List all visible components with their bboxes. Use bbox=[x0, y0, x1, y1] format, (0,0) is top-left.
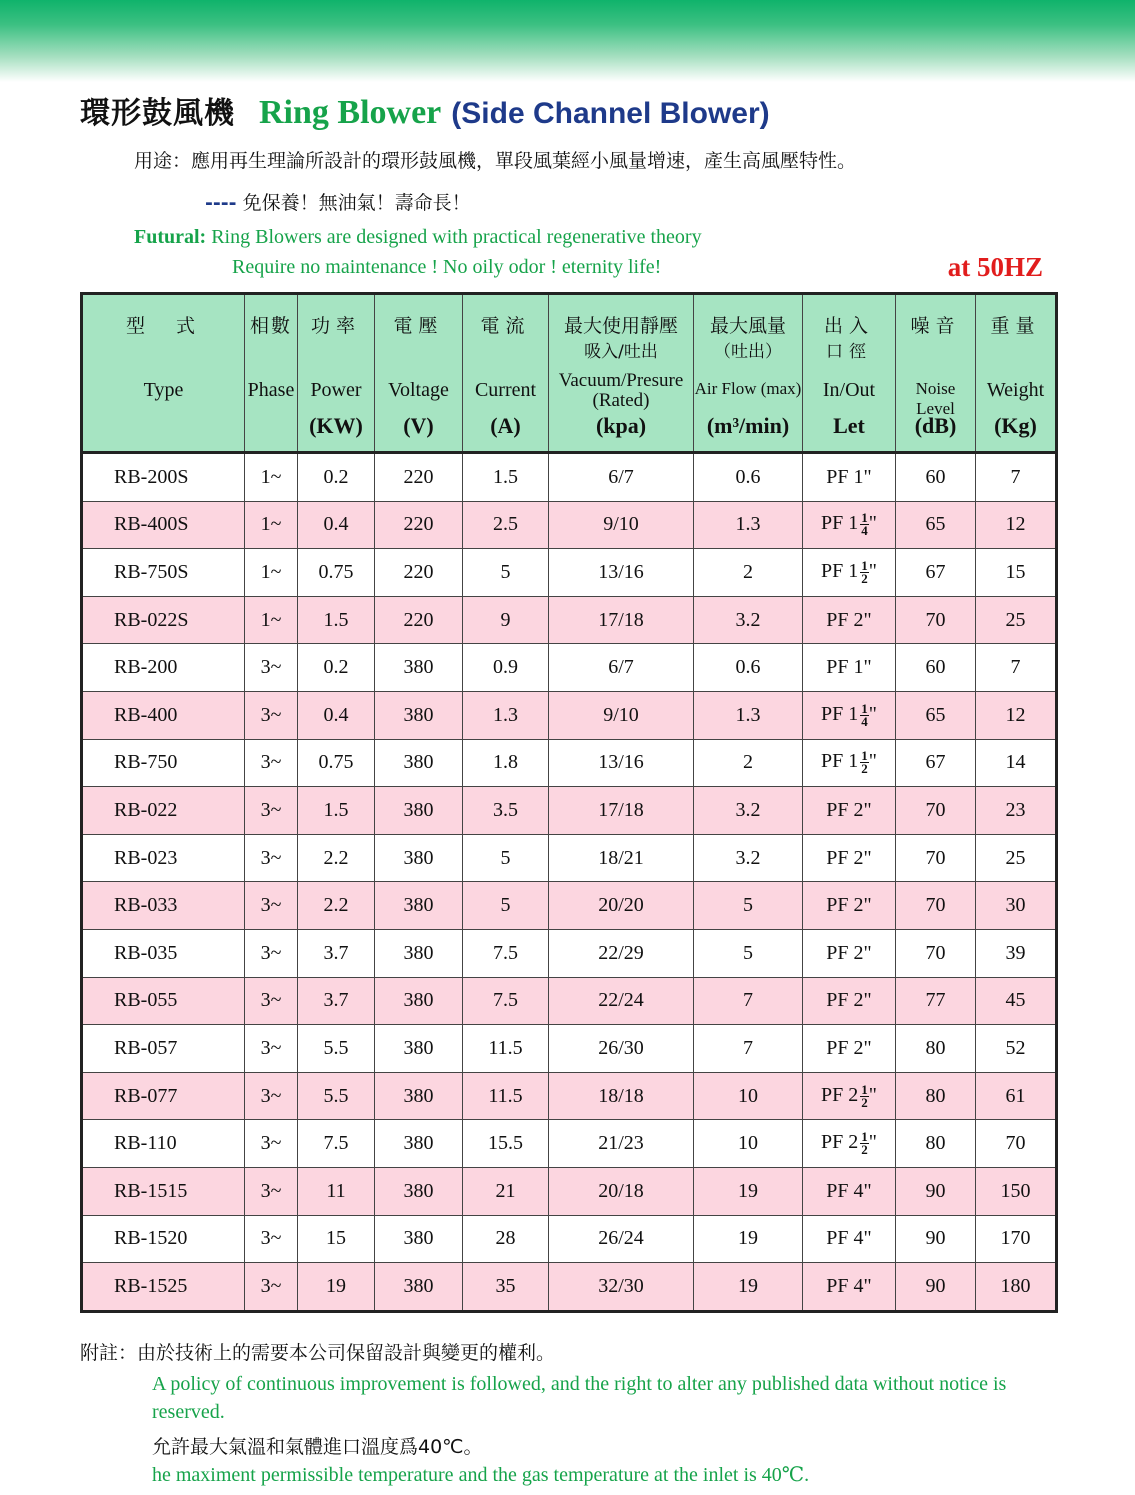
cell-phase: 3~ bbox=[245, 644, 298, 692]
cell-phase: 3~ bbox=[245, 929, 298, 977]
cell-airflow: 3.2 bbox=[694, 596, 803, 644]
cell-pressure: 9/10 bbox=[549, 691, 694, 739]
slogan-dashes: ---- bbox=[205, 192, 237, 214]
cell-port bbox=[803, 549, 896, 597]
cell-weight: 45 bbox=[976, 977, 1057, 1025]
cell-current: 15.5 bbox=[463, 1120, 549, 1168]
cell-weight: 25 bbox=[976, 596, 1057, 644]
cell-weight: 25 bbox=[976, 834, 1057, 882]
cell-phase: 1~ bbox=[245, 501, 298, 549]
cell-airflow: 0.6 bbox=[694, 644, 803, 692]
cell-voltage: 380 bbox=[375, 834, 463, 882]
cell-power: 15 bbox=[298, 1215, 375, 1263]
header-weight: 重量 Weight (Kg) bbox=[976, 294, 1057, 453]
cell-voltage: 220 bbox=[375, 501, 463, 549]
table-row bbox=[82, 549, 1057, 597]
cell-power: 3.7 bbox=[298, 929, 375, 977]
cell-phase: 3~ bbox=[245, 787, 298, 835]
cell-weight: 180 bbox=[976, 1263, 1057, 1312]
cell-voltage: 380 bbox=[375, 644, 463, 692]
cell-phase: 3~ bbox=[245, 1120, 298, 1168]
page-title bbox=[80, 88, 770, 134]
table-row bbox=[82, 501, 1057, 549]
cell-type: RB-035 bbox=[82, 929, 245, 977]
cell-type: RB-033 bbox=[82, 882, 245, 930]
cell-current: 5 bbox=[463, 834, 549, 882]
cell-phase: 3~ bbox=[245, 1167, 298, 1215]
cell-port: PF 2" bbox=[803, 882, 896, 930]
cell-weight: 150 bbox=[976, 1167, 1057, 1215]
fraction-denominator: 2 bbox=[861, 761, 868, 777]
header-noise: 噪音 Noise Level (dB) bbox=[896, 294, 976, 453]
cell-current: 9 bbox=[463, 596, 549, 644]
table-row bbox=[82, 1120, 1057, 1168]
table-row bbox=[82, 1072, 1057, 1120]
frequency-label: at 50HZ bbox=[947, 252, 1043, 282]
cell-port: PF 2" bbox=[803, 787, 896, 835]
cell-airflow: 5 bbox=[694, 929, 803, 977]
cell-type: RB-022S bbox=[82, 596, 245, 644]
cell-airflow: 3.2 bbox=[694, 787, 803, 835]
fraction-numerator: 1 bbox=[861, 1081, 868, 1097]
cell-power: 2.2 bbox=[298, 834, 375, 882]
cell-port bbox=[803, 1072, 896, 1120]
cell-current: 5 bbox=[463, 549, 549, 597]
inch-mark: " bbox=[868, 702, 877, 725]
table-row bbox=[82, 929, 1057, 977]
cell-pressure: 13/16 bbox=[549, 739, 694, 787]
table-row bbox=[82, 1215, 1057, 1263]
cell-power: 0.2 bbox=[298, 644, 375, 692]
cell-phase: 3~ bbox=[245, 691, 298, 739]
cell-power: 3.7 bbox=[298, 977, 375, 1025]
cell-voltage: 220 bbox=[375, 596, 463, 644]
cell-weight: 15 bbox=[976, 549, 1057, 597]
cell-current: 7.5 bbox=[463, 977, 549, 1025]
title-en-sub: (Side Channel Blower) bbox=[451, 97, 770, 130]
cell-current: 2.5 bbox=[463, 501, 549, 549]
cell-current: 35 bbox=[463, 1263, 549, 1312]
cell-noise: 70 bbox=[896, 834, 976, 882]
top-green-band bbox=[0, 0, 1135, 82]
port-whole: PF 2 bbox=[821, 1083, 859, 1106]
cell-weight: 14 bbox=[976, 739, 1057, 787]
cell-power: 1.5 bbox=[298, 787, 375, 835]
cell-current: 11.5 bbox=[463, 1072, 549, 1120]
cell-noise: 80 bbox=[896, 1072, 976, 1120]
port-whole: PF 1 bbox=[821, 750, 859, 773]
cell-voltage: 380 bbox=[375, 691, 463, 739]
inch-mark: " bbox=[868, 512, 877, 535]
port-fraction bbox=[860, 750, 869, 775]
fraction-numerator: 1 bbox=[861, 700, 868, 716]
port-fraction bbox=[860, 1131, 869, 1156]
cell-noise: 67 bbox=[896, 739, 976, 787]
cell-type: RB-750S bbox=[82, 549, 245, 597]
cell-pressure: 20/20 bbox=[549, 882, 694, 930]
cell-voltage: 380 bbox=[375, 739, 463, 787]
cell-pressure: 17/18 bbox=[549, 787, 694, 835]
cell-noise: 70 bbox=[896, 929, 976, 977]
note-zh-1: 附註：由於技術上的需要本公司保留設計與變更的權利。 bbox=[80, 1342, 556, 1364]
table-row bbox=[82, 977, 1057, 1025]
cell-current: 7.5 bbox=[463, 929, 549, 977]
cell-weight: 39 bbox=[976, 929, 1057, 977]
cell-noise: 60 bbox=[896, 644, 976, 692]
cell-phase: 3~ bbox=[245, 1215, 298, 1263]
cell-port: PF 4" bbox=[803, 1167, 896, 1215]
cell-voltage: 380 bbox=[375, 1072, 463, 1120]
cell-noise: 90 bbox=[896, 1215, 976, 1263]
cell-voltage: 220 bbox=[375, 549, 463, 597]
cell-weight: 30 bbox=[976, 882, 1057, 930]
cell-voltage: 380 bbox=[375, 977, 463, 1025]
cell-phase: 3~ bbox=[245, 882, 298, 930]
cell-power: 2.2 bbox=[298, 882, 375, 930]
cell-port: PF 1" bbox=[803, 644, 896, 692]
cell-phase: 1~ bbox=[245, 549, 298, 597]
port-whole: PF 1 bbox=[821, 560, 859, 583]
cell-noise: 77 bbox=[896, 977, 976, 1025]
cell-pressure: 9/10 bbox=[549, 501, 694, 549]
cell-weight: 7 bbox=[976, 644, 1057, 692]
cell-phase: 3~ bbox=[245, 1263, 298, 1312]
cell-type: RB-055 bbox=[82, 977, 245, 1025]
cell-power: 11 bbox=[298, 1167, 375, 1215]
cell-noise: 90 bbox=[896, 1167, 976, 1215]
purpose-text-zh: 用途：應用再生理論所設計的環形鼓風機，單段風葉經小風量增速，產生高風壓特性。 bbox=[134, 150, 857, 172]
table-row bbox=[82, 1263, 1057, 1312]
cell-airflow: 3.2 bbox=[694, 834, 803, 882]
cell-port bbox=[803, 1120, 896, 1168]
cell-port: PF 1" bbox=[803, 453, 896, 502]
cell-voltage: 380 bbox=[375, 1167, 463, 1215]
note-en-2: he maximent permissible temperature and the gas temperature at the inlet is 40℃. bbox=[152, 1464, 810, 1486]
header-type: 型 式 Type bbox=[82, 294, 245, 453]
slogan bbox=[205, 188, 471, 215]
cell-airflow: 5 bbox=[694, 882, 803, 930]
cell-airflow: 1.3 bbox=[694, 691, 803, 739]
cell-port: PF 2" bbox=[803, 596, 896, 644]
cell-pressure: 21/23 bbox=[549, 1120, 694, 1168]
cell-type: RB-110 bbox=[82, 1120, 245, 1168]
cell-noise: 90 bbox=[896, 1263, 976, 1312]
cell-port: PF 4" bbox=[803, 1263, 896, 1312]
fraction-numerator: 1 bbox=[861, 1129, 868, 1145]
cell-airflow: 2 bbox=[694, 549, 803, 597]
futural-text-1: Ring Blowers are designed with practical regenerative theory bbox=[211, 226, 702, 248]
cell-noise: 80 bbox=[896, 1120, 976, 1168]
cell-port bbox=[803, 691, 896, 739]
header-airflow: 最大風量 （吐出） Air Flow (max) (m³/min) bbox=[694, 294, 803, 453]
cell-phase: 1~ bbox=[245, 453, 298, 502]
cell-power: 19 bbox=[298, 1263, 375, 1312]
cell-port: PF 2" bbox=[803, 929, 896, 977]
header-current: 電流 Current (A) bbox=[463, 294, 549, 453]
cell-pressure: 32/30 bbox=[549, 1263, 694, 1312]
cell-noise: 70 bbox=[896, 596, 976, 644]
table-row bbox=[82, 644, 1057, 692]
cell-phase: 3~ bbox=[245, 834, 298, 882]
cell-current: 0.9 bbox=[463, 644, 549, 692]
cell-port: PF 4" bbox=[803, 1215, 896, 1263]
cell-type: RB-200S bbox=[82, 453, 245, 502]
table-row bbox=[82, 596, 1057, 644]
cell-pressure: 13/16 bbox=[549, 549, 694, 597]
cell-airflow: 1.3 bbox=[694, 501, 803, 549]
table-row bbox=[82, 739, 1057, 787]
cell-type: RB-022 bbox=[82, 787, 245, 835]
cell-port bbox=[803, 739, 896, 787]
cell-weight: 52 bbox=[976, 1025, 1057, 1073]
cell-voltage: 380 bbox=[375, 1120, 463, 1168]
cell-port: PF 2" bbox=[803, 1025, 896, 1073]
cell-airflow: 19 bbox=[694, 1167, 803, 1215]
header-power: 功率 Power (KW) bbox=[298, 294, 375, 453]
cell-airflow: 10 bbox=[694, 1120, 803, 1168]
table-row bbox=[82, 787, 1057, 835]
table-row bbox=[82, 834, 1057, 882]
cell-weight: 12 bbox=[976, 501, 1057, 549]
cell-noise: 67 bbox=[896, 549, 976, 597]
cell-noise: 60 bbox=[896, 453, 976, 502]
fraction-denominator: 2 bbox=[861, 1094, 868, 1110]
header-port: 出入 口徑 In/Out Let bbox=[803, 294, 896, 453]
cell-weight: 61 bbox=[976, 1072, 1057, 1120]
inch-mark: " bbox=[868, 1131, 877, 1154]
header-phase: 相數 Phase bbox=[245, 294, 298, 453]
inch-mark: " bbox=[868, 560, 877, 583]
cell-current: 21 bbox=[463, 1167, 549, 1215]
slogan-text: 免保養！無油氣！壽命長！ bbox=[242, 192, 471, 214]
cell-current: 3.5 bbox=[463, 787, 549, 835]
cell-phase: 3~ bbox=[245, 1072, 298, 1120]
cell-power: 0.4 bbox=[298, 501, 375, 549]
cell-type: RB-400S bbox=[82, 501, 245, 549]
port-fraction bbox=[860, 1081, 869, 1110]
note-en-1: A policy of continuous improvement is followed, and the right to alter any published data without notice is reserved. bbox=[152, 1373, 1007, 1423]
port-fraction bbox=[860, 512, 869, 537]
cell-weight: 70 bbox=[976, 1120, 1057, 1168]
cell-noise: 65 bbox=[896, 501, 976, 549]
fraction-denominator: 4 bbox=[861, 523, 868, 539]
cell-phase: 3~ bbox=[245, 739, 298, 787]
cell-current: 5 bbox=[463, 882, 549, 930]
cell-airflow: 7 bbox=[694, 977, 803, 1025]
cell-phase: 3~ bbox=[245, 1025, 298, 1073]
cell-noise: 65 bbox=[896, 691, 976, 739]
cell-voltage: 220 bbox=[375, 453, 463, 502]
port-fraction bbox=[860, 557, 869, 586]
cell-airflow: 0.6 bbox=[694, 453, 803, 502]
cell-voltage: 380 bbox=[375, 929, 463, 977]
cell-pressure: 26/30 bbox=[549, 1025, 694, 1073]
cell-noise: 80 bbox=[896, 1025, 976, 1073]
cell-weight: 170 bbox=[976, 1215, 1057, 1263]
cell-type: RB-057 bbox=[82, 1025, 245, 1073]
title-en: Ring Blower bbox=[259, 94, 442, 131]
fraction-denominator: 4 bbox=[861, 713, 868, 729]
cell-pressure: 18/21 bbox=[549, 834, 694, 882]
cell-power: 7.5 bbox=[298, 1120, 375, 1168]
cell-pressure: 6/7 bbox=[549, 644, 694, 692]
cell-power: 1.5 bbox=[298, 596, 375, 644]
futural-line-2: Require no maintenance ! No oily odor ! eternity life! bbox=[232, 256, 662, 278]
fraction-denominator: 2 bbox=[861, 1142, 868, 1158]
cell-type: RB-400 bbox=[82, 691, 245, 739]
cell-noise: 70 bbox=[896, 787, 976, 835]
cell-power: 5.5 bbox=[298, 1025, 375, 1073]
cell-voltage: 380 bbox=[375, 787, 463, 835]
cell-power: 0.4 bbox=[298, 691, 375, 739]
cell-weight: 7 bbox=[976, 453, 1057, 502]
cell-type: RB-200 bbox=[82, 644, 245, 692]
cell-pressure: 22/24 bbox=[549, 977, 694, 1025]
table-header-row bbox=[82, 294, 1057, 453]
table-row bbox=[82, 1167, 1057, 1215]
spec-table bbox=[80, 292, 1058, 1313]
cell-power: 5.5 bbox=[298, 1072, 375, 1120]
cell-voltage: 380 bbox=[375, 882, 463, 930]
note-zh-2: 允許最大氣溫和氣體進口溫度爲40℃。 bbox=[152, 1436, 483, 1458]
cell-power: 0.2 bbox=[298, 453, 375, 502]
cell-airflow: 19 bbox=[694, 1263, 803, 1312]
inch-mark: " bbox=[868, 1083, 877, 1106]
cell-type: RB-023 bbox=[82, 834, 245, 882]
futural-label: Futural: bbox=[134, 226, 207, 248]
cell-current: 28 bbox=[463, 1215, 549, 1263]
fraction-denominator: 2 bbox=[861, 570, 868, 586]
table-row bbox=[82, 453, 1057, 502]
cell-port: PF 2" bbox=[803, 977, 896, 1025]
cell-port: PF 2" bbox=[803, 834, 896, 882]
cell-noise: 70 bbox=[896, 882, 976, 930]
spec-table-body bbox=[82, 453, 1057, 1312]
table-row bbox=[82, 1025, 1057, 1073]
table-row bbox=[82, 691, 1057, 739]
cell-voltage: 380 bbox=[375, 1263, 463, 1312]
title-zh: 環形鼓風機 bbox=[80, 96, 235, 131]
cell-airflow: 7 bbox=[694, 1025, 803, 1073]
cell-voltage: 380 bbox=[375, 1025, 463, 1073]
fraction-numerator: 1 bbox=[861, 748, 868, 764]
port-whole: PF 1 bbox=[821, 512, 859, 535]
cell-pressure: 26/24 bbox=[549, 1215, 694, 1263]
cell-pressure: 22/29 bbox=[549, 929, 694, 977]
cell-type: RB-750 bbox=[82, 739, 245, 787]
cell-power: 0.75 bbox=[298, 549, 375, 597]
fraction-numerator: 1 bbox=[861, 557, 868, 573]
cell-type: RB-077 bbox=[82, 1072, 245, 1120]
port-whole: PF 1 bbox=[821, 702, 859, 725]
cell-phase: 3~ bbox=[245, 977, 298, 1025]
cell-pressure: 18/18 bbox=[549, 1072, 694, 1120]
cell-pressure: 17/18 bbox=[549, 596, 694, 644]
cell-current: 1.8 bbox=[463, 739, 549, 787]
fraction-numerator: 1 bbox=[861, 510, 868, 526]
port-fraction bbox=[860, 700, 869, 729]
cell-type: RB-1525 bbox=[82, 1263, 245, 1312]
cell-weight: 12 bbox=[976, 691, 1057, 739]
cell-airflow: 2 bbox=[694, 739, 803, 787]
cell-pressure: 6/7 bbox=[549, 453, 694, 502]
cell-current: 1.3 bbox=[463, 691, 549, 739]
futural-line-1 bbox=[134, 226, 702, 249]
cell-phase: 1~ bbox=[245, 596, 298, 644]
cell-port bbox=[803, 501, 896, 549]
cell-weight: 23 bbox=[976, 787, 1057, 835]
cell-airflow: 10 bbox=[694, 1072, 803, 1120]
header-pressure: 最大使用靜壓 吸入/吐出 Vacuum/Presure (Rated) (kpa) bbox=[549, 294, 694, 453]
cell-type: RB-1515 bbox=[82, 1167, 245, 1215]
cell-type: RB-1520 bbox=[82, 1215, 245, 1263]
inch-mark: " bbox=[868, 750, 877, 773]
header-voltage: 電壓 Voltage (V) bbox=[375, 294, 463, 453]
cell-airflow: 19 bbox=[694, 1215, 803, 1263]
cell-current: 11.5 bbox=[463, 1025, 549, 1073]
table-row bbox=[82, 882, 1057, 930]
cell-current: 1.5 bbox=[463, 453, 549, 502]
cell-voltage: 380 bbox=[375, 1215, 463, 1263]
cell-power: 0.75 bbox=[298, 739, 375, 787]
cell-pressure: 20/18 bbox=[549, 1167, 694, 1215]
port-whole: PF 2 bbox=[821, 1131, 859, 1154]
